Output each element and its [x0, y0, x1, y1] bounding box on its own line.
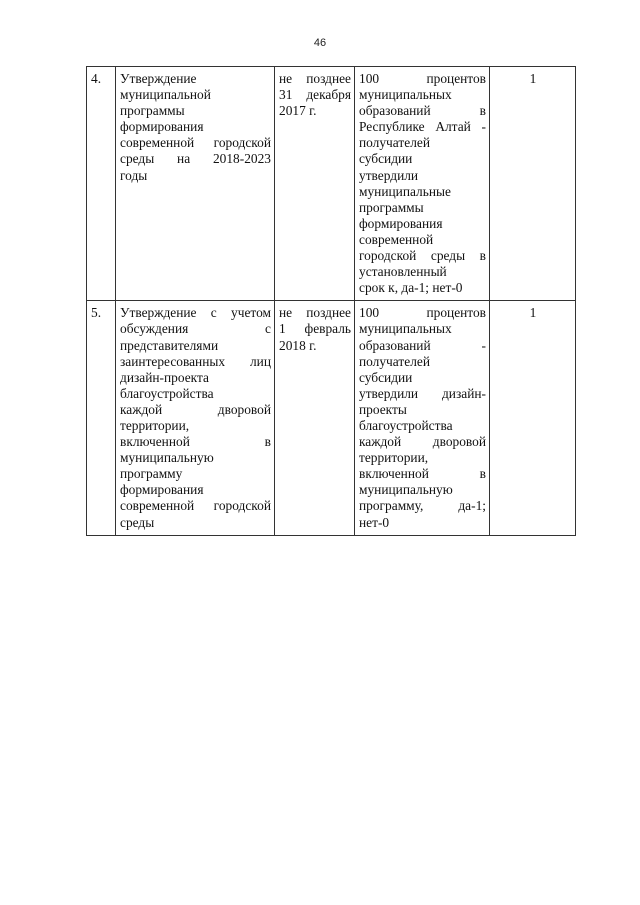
indicator-line: формирования: [359, 215, 443, 231]
event-cell: [116, 67, 275, 301]
table-row: [87, 67, 576, 301]
events-table: [86, 66, 576, 536]
event-cell: [116, 301, 275, 535]
event-line: территории,: [120, 417, 190, 433]
term-line: 2018 г.: [279, 337, 317, 353]
term-cell: [275, 67, 355, 301]
event-line: программу: [120, 466, 183, 482]
indicator-line: муниципальные: [359, 183, 451, 199]
term-line: 2017 г.: [279, 103, 317, 119]
page-number: 46: [313, 37, 327, 49]
table-row: [87, 301, 576, 535]
indicator-line: благоустройства: [359, 417, 453, 433]
indicator-cell: [355, 301, 490, 535]
indicator-line: 100 процентов: [359, 71, 486, 86]
event-line: представителями: [120, 337, 219, 353]
indicator-line: Республике Алтай -: [359, 119, 486, 135]
indicator-line: образований -: [359, 337, 486, 353]
row-number-cell: [87, 67, 116, 301]
term-line: 1 февраль: [279, 321, 351, 337]
indicator-line: муниципальных: [359, 87, 452, 103]
indicator-line: современной: [359, 231, 434, 247]
indicator-line: субсидии: [359, 151, 413, 167]
value-cell: [490, 67, 576, 301]
indicator-cell: [355, 67, 490, 301]
indicator-line: территории,: [359, 450, 429, 466]
term-line: не позднее: [279, 71, 351, 86]
term-cell: [275, 301, 355, 535]
row-number: 5.: [91, 305, 102, 321]
event-line: муниципальную: [120, 450, 214, 466]
event-line: муниципальной: [120, 87, 211, 103]
indicator-line: срок к, да-1; нет-0: [359, 280, 463, 296]
event-line: дизайн-проекта: [120, 369, 209, 385]
event-line: формирования: [120, 119, 204, 135]
event-line: среды на 2018-2023: [120, 151, 271, 167]
indicator-line: муниципальную: [359, 482, 453, 498]
event-line: современной городской: [120, 135, 271, 151]
term-line: 31 декабря: [279, 87, 351, 103]
event-line: включенной в: [120, 434, 271, 450]
row-number-cell: [87, 301, 116, 535]
event-line: формирования: [120, 482, 204, 498]
event-line: каждой дворовой: [120, 401, 271, 417]
event-line: благоустройства: [120, 385, 214, 401]
row-number: 4.: [91, 71, 102, 86]
indicator-line: проекты: [359, 401, 407, 417]
indicator-line: образований в: [359, 103, 486, 119]
value: 1: [529, 305, 537, 321]
value: 1: [529, 71, 537, 86]
event-line: заинтересованных лиц: [120, 353, 271, 369]
event-line: обсуждения с: [120, 321, 271, 337]
indicator-line: утвердили: [359, 167, 419, 183]
event-line: среды: [120, 514, 155, 530]
indicator-line: 100 процентов: [359, 305, 486, 321]
indicator-line: включенной в: [359, 466, 486, 482]
term-line: не позднее: [279, 305, 351, 321]
indicator-line: установленный: [359, 264, 447, 280]
indicator-line: субсидии: [359, 369, 413, 385]
indicator-line: получателей: [359, 353, 430, 369]
indicator-line: нет-0: [359, 514, 390, 530]
event-line: Утверждение с учетом: [120, 305, 271, 321]
indicator-line: получателей: [359, 135, 430, 151]
event-line: программы: [120, 103, 185, 119]
value-cell: [490, 301, 576, 535]
indicator-line: каждой дворовой: [359, 434, 486, 450]
indicator-line: программы: [359, 199, 424, 215]
event-line: Утверждение: [120, 71, 197, 86]
event-line: годы: [120, 167, 148, 183]
indicator-line: утвердили дизайн-: [359, 385, 486, 401]
indicator-line: муниципальных: [359, 321, 452, 337]
event-line: современной городской: [120, 498, 271, 514]
indicator-line: программу, да-1;: [359, 498, 486, 514]
indicator-line: городской среды в: [359, 248, 486, 264]
